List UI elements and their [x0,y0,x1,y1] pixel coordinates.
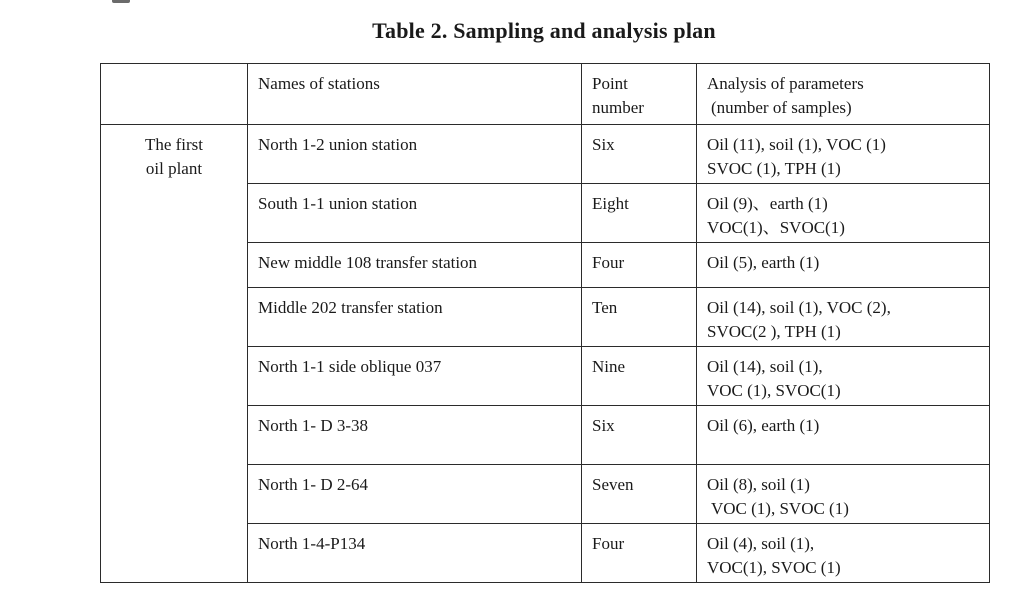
point-cell: Seven [582,465,697,524]
station-cell: North 1-1 side oblique 037 [248,347,582,406]
station-cell: North 1- D 3-38 [248,406,582,465]
header-group-cell [101,64,248,125]
params-cell: Oil (14), soil (1), VOC (1), SVOC(1) [697,347,990,406]
plant-group-cell: The first oil plant [101,125,248,583]
station-cell: New middle 108 transfer station [248,243,582,288]
table-caption: Table 2. Sampling and analysis plan [372,18,716,43]
station-cell: North 1-2 union station [248,125,582,184]
params-cell: Oil (8), soil (1) VOC (1), SVOC (1) [697,465,990,524]
header-station-cell: Names of stations [248,64,582,125]
params-cell: Oil (14), soil (1), VOC (2), SVOC(2 ), TPH (1) [697,288,990,347]
page-edge-mark [112,0,130,3]
station-cell: North 1- D 2-64 [248,465,582,524]
point-cell: Four [582,524,697,583]
table-header-row [101,64,990,125]
station-cell: Middle 202 transfer station [248,288,582,347]
point-cell: Nine [582,347,697,406]
params-cell: Oil (9)、earth (1) VOC(1)、SVOC(1) [697,184,990,243]
params-cell: Oil (5), earth (1) [697,243,990,288]
sampling-plan-table [100,63,990,583]
point-cell: Six [582,125,697,184]
point-cell: Eight [582,184,697,243]
point-cell: Four [582,243,697,288]
station-cell: South 1-1 union station [248,184,582,243]
station-cell: North 1-4-P134 [248,524,582,583]
params-cell: Oil (6), earth (1) [697,406,990,465]
params-cell: Oil (11), soil (1), VOC (1) SVOC (1), TPH (1) [697,125,990,184]
header-params-cell: Analysis of parameters (number of samples) [697,64,990,125]
table-row [101,125,990,184]
point-cell: Six [582,406,697,465]
header-point-cell: Point number [582,64,697,125]
point-cell: Ten [582,288,697,347]
params-cell: Oil (4), soil (1), VOC(1), SVOC (1) [697,524,990,583]
